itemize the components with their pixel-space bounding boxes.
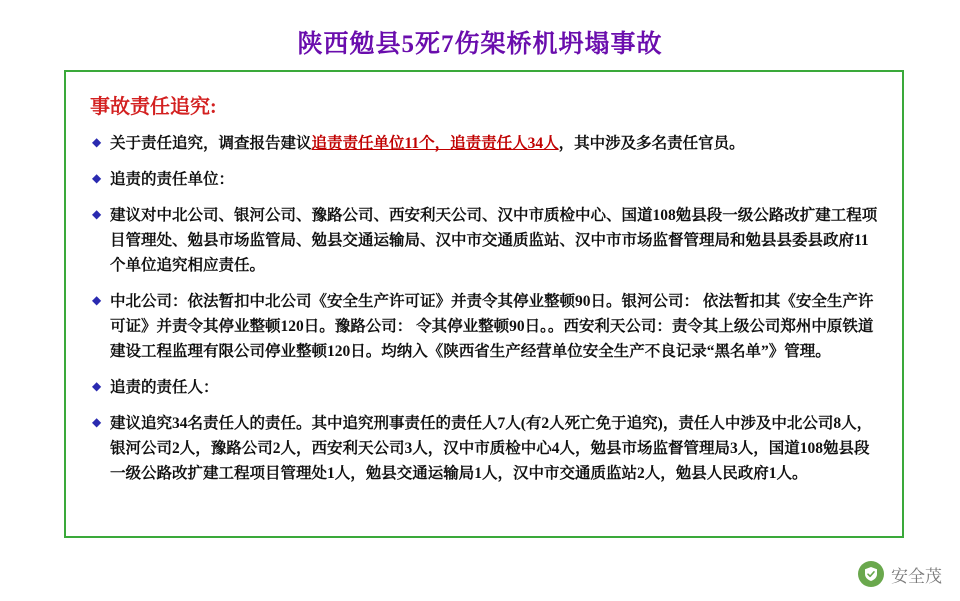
- content-box: [64, 70, 904, 538]
- bullet-list: [88, 131, 880, 486]
- highlighted-text: 追责责任单位11个，追责责任人34人: [311, 135, 559, 152]
- plain-text: 追责的责任单位：: [110, 171, 235, 188]
- watermark: [858, 561, 942, 587]
- list-item: [88, 289, 880, 364]
- shield-check-icon: [858, 561, 884, 587]
- bullet-diamond-icon: ◆: [92, 293, 102, 307]
- page-title: 陕西勉县5死7伤架桥机坍塌事故: [297, 31, 663, 58]
- plain-text: 关于责任追究，调查报告建议: [110, 135, 312, 152]
- bullet-diamond-icon: ◆: [92, 379, 102, 393]
- bullet-diamond-icon: ◆: [92, 207, 102, 221]
- bullet-diamond-icon: ◆: [92, 135, 102, 149]
- list-item: [88, 203, 880, 278]
- plain-text: ，其中涉及多名责任官员。: [558, 135, 745, 152]
- list-item-text: [110, 289, 880, 364]
- list-item-text: [110, 411, 880, 486]
- plain-text: 中北公司：依法暂扣中北公司《安全生产许可证》并责令其停业整顿90日。银河公司： 依法暂扣其《安全生产许可证》并责令其停业整顿120日。豫路公司： 令其停业整顿90日。。西安利天公司：责令其上级公司郑州中原铁道建设工程监理有限公司停业整顿120日。均纳入《陕西省生产经营单位安全生产不良记录“黑名单”》管理。: [110, 293, 874, 360]
- list-item-text: [110, 167, 880, 192]
- list-item-text: [110, 375, 880, 400]
- bullet-diamond-icon: ◆: [92, 171, 102, 185]
- plain-text: 追责的责任人：: [110, 379, 219, 396]
- list-item-text: [110, 203, 880, 278]
- section-heading: 事故责任追究:: [90, 96, 217, 118]
- bullet-diamond-icon: ◆: [92, 415, 102, 429]
- list-item: [88, 411, 880, 486]
- list-item-text: [110, 131, 880, 156]
- list-item: [88, 167, 880, 192]
- list-item: [88, 131, 880, 156]
- list-item: [88, 375, 880, 400]
- plain-text: 建议追究34名责任人的责任。其中追究刑事责任的责任人7人(有2人死亡免于追究)，责任人中涉及中北公司8人，银河公司2人，豫路公司2人，西安利天公司3人，汉中市质检中心4人，勉县市场监督管理局3人，国道108勉县段一级公路改扩建工程项目管理处1人，勉县交通运输局1人，汉中市交通质监站2人，勉县人民政府1人。: [110, 415, 873, 482]
- watermark-label: 安全茂: [891, 566, 942, 586]
- plain-text: 建议对中北公司、银河公司、豫路公司、西安利天公司、汉中市质检中心、国道108勉县段一级公路改扩建工程项目管理处、勉县市场监管局、勉县交通运输局、汉中市交通质监站、汉中市市场监督管理局和勉县县委县政府11个单位追究相应责任。: [110, 207, 878, 274]
